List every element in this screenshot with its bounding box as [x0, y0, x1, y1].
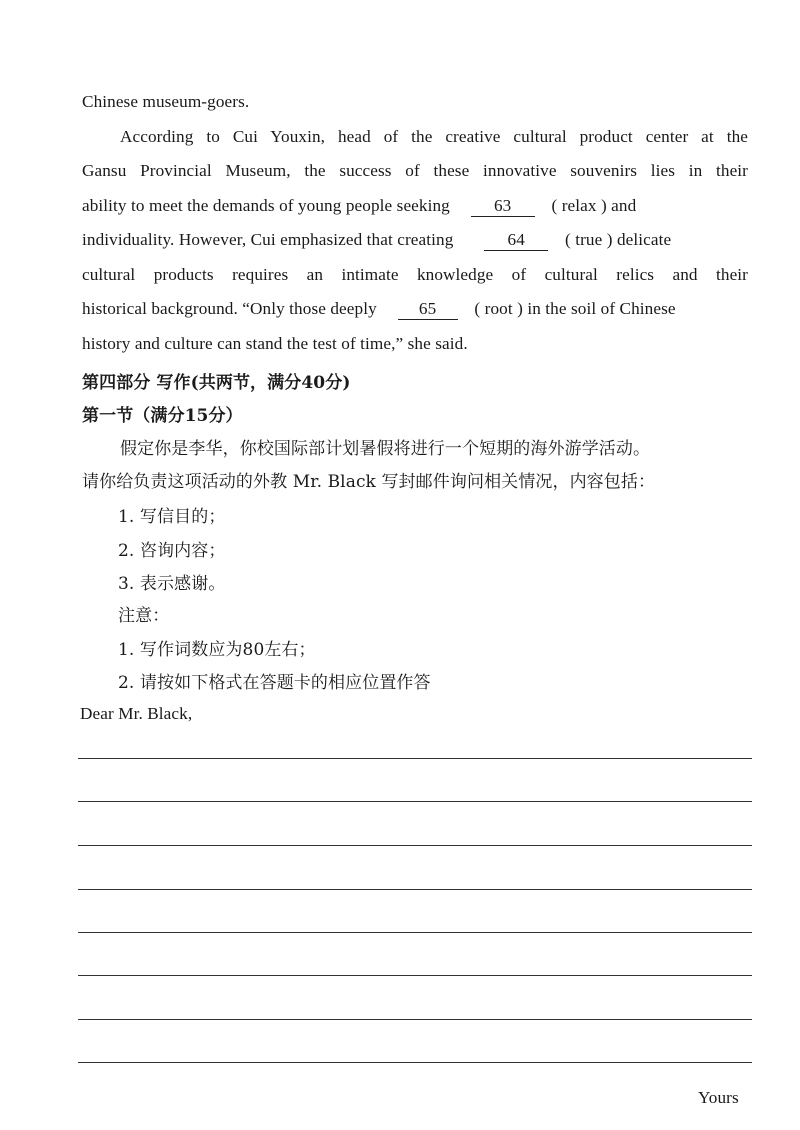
part-heading: 第四部分 写作(共两节，满分40分) — [82, 373, 351, 393]
note-item: 2. 请按如下格式在答题卡的相应位置作答 — [118, 673, 431, 693]
passage-line: Chinese museum-goers. — [82, 92, 250, 111]
passage-text: historical background. “Only those deeply — [82, 299, 377, 318]
passage-line-with-blank-63 — [82, 196, 636, 217]
passage-text: ( root ) in the soil of Chinese — [474, 299, 676, 318]
blank-64[interactable]: 64 — [484, 230, 548, 251]
passage-text: ( true ) delicate — [565, 230, 672, 249]
passage-line: history and culture can stand the test of time,” she said. — [82, 334, 468, 353]
writing-line[interactable] — [78, 758, 752, 759]
letter-closing: Yours — [698, 1088, 739, 1107]
prompt-line: 请你给负责这项活动的外教 Mr. Black 写封邮件询问相关情况，内容包括： — [82, 472, 656, 492]
writing-line[interactable] — [78, 1019, 752, 1020]
passage-line-with-blank-65 — [82, 299, 676, 320]
content-item: 2. 咨询内容； — [118, 541, 226, 561]
passage-text: ( relax ) and — [551, 196, 637, 215]
writing-line[interactable] — [78, 801, 752, 802]
passage-line: cultural products requires an intimate knowledge of cultural relics and their — [82, 265, 748, 284]
passage-line: According to Cui Youxin, head of the creative cultural product center at the — [120, 127, 748, 146]
section-heading: 第一节（满分15分） — [82, 406, 243, 426]
passage-line: Gansu Provincial Museum, the success of these innovative souvenirs lies in their — [82, 161, 748, 180]
writing-line[interactable] — [78, 932, 752, 933]
content-item: 1. 写信目的； — [118, 507, 226, 527]
letter-salutation: Dear Mr. Black, — [80, 704, 193, 723]
prompt-line: 假定你是李华，你校国际部计划暑假将进行一个短期的海外游学活动。 — [120, 439, 651, 459]
note-item: 1. 写作词数应为80左右； — [118, 640, 316, 660]
blank-63[interactable]: 63 — [471, 196, 535, 217]
note-title: 注意： — [118, 606, 170, 626]
writing-line[interactable] — [78, 1062, 752, 1063]
content-item: 3. 表示感谢。 — [118, 574, 226, 594]
blank-65[interactable]: 65 — [398, 299, 458, 320]
writing-line[interactable] — [78, 845, 752, 846]
passage-line-with-blank-64 — [82, 230, 671, 251]
writing-line[interactable] — [78, 975, 752, 976]
passage-text: individuality. However, Cui emphasized that creating — [82, 230, 454, 249]
writing-line[interactable] — [78, 889, 752, 890]
passage-text: ability to meet the demands of young people seeking — [82, 196, 450, 215]
